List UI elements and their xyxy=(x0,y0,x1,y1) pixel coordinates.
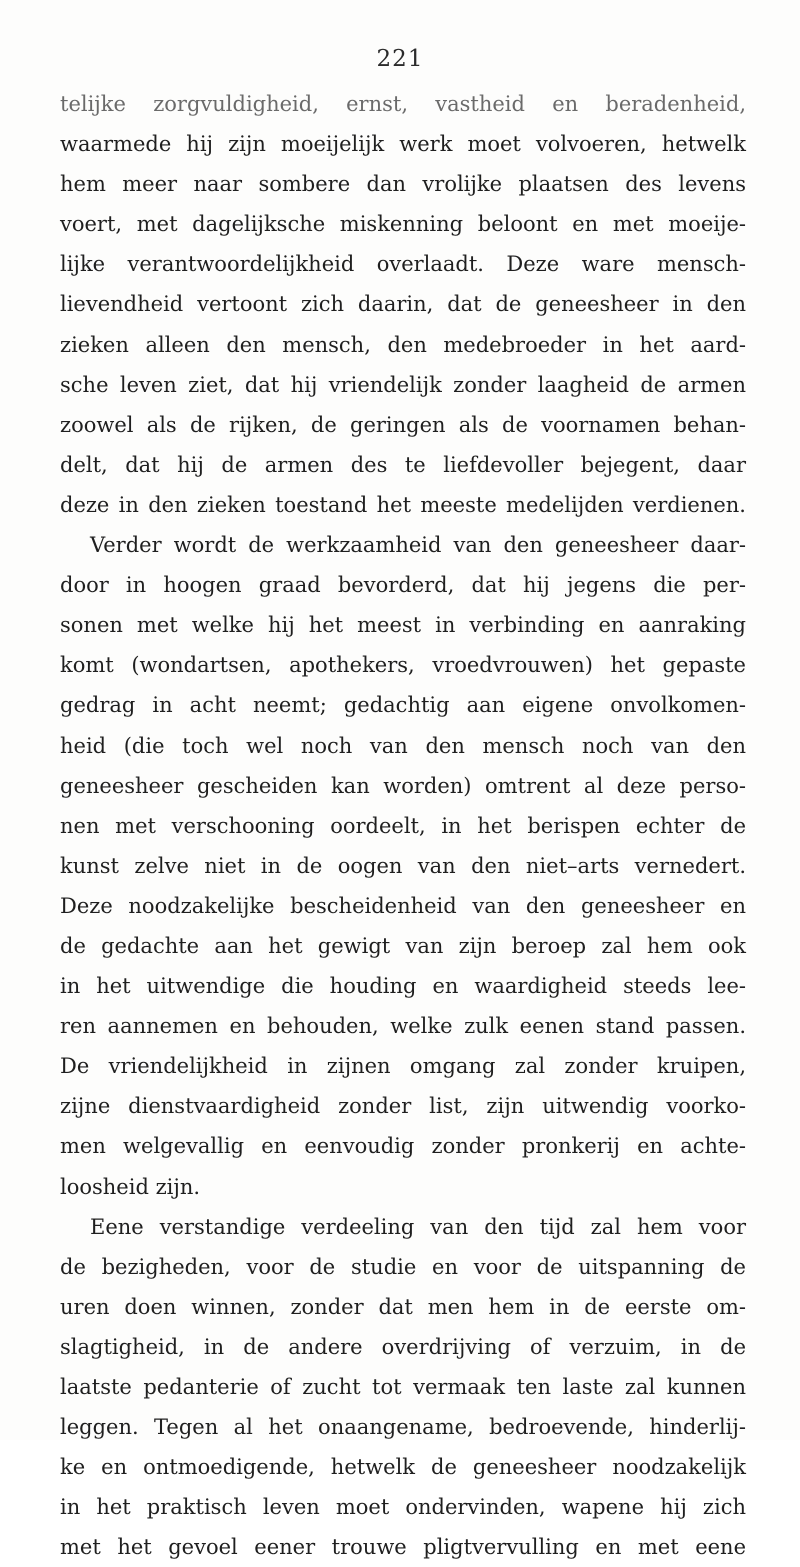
text-line: lijke verantwoordelijkheid overlaadt. Deze ware mensch- xyxy=(60,252,746,277)
text-line: in het praktisch leven moet ondervinden, wapene hij zich xyxy=(60,1495,746,1520)
text-line: nen met verschooning oordeelt, in het berispen echter de xyxy=(60,813,746,838)
text-line: laatste pedanterie of zucht tot vermaak ten laste zal kunnen xyxy=(60,1375,746,1399)
text-line: de gedachte aan het gewigt van zijn beroep zal hem ook xyxy=(60,933,746,958)
body-text xyxy=(60,84,746,1567)
text-line: ren aannemen en behouden, welke zulk eenen stand passen. xyxy=(60,1014,746,1039)
text-line: zieken alleen den mensch, den medebroeder in het aard- xyxy=(60,332,746,357)
text-line: gedrag in acht neemt; gedachtig aan eigene onvolkomen- xyxy=(60,693,746,718)
text-line: deze in den zieken toestand het meeste medelijden verdienen. xyxy=(60,492,746,517)
text-line: met het gevoel eener trouwe pligtvervulling en met eene xyxy=(60,1535,746,1560)
text-line: sonen met welke hij het meest in verbinding en aanraking xyxy=(60,613,746,638)
text-line: loosheid zijn. xyxy=(60,1174,201,1199)
text-line: de bezigheden, voor de studie en voor de uitspanning de xyxy=(60,1254,746,1279)
text-line: Deze noodzakelijke bescheidenheid van den geneesheer en xyxy=(60,893,746,918)
text-line: waarmede hij zijn moeijelijk werk moet volvoeren, hetwelk xyxy=(60,132,746,157)
text-line: leggen. Tegen al het onaangename, bedroevende, hinderlij- xyxy=(60,1415,746,1440)
text-line: Verder wordt de werkzaamheid van den geneesheer daar- xyxy=(90,533,746,558)
text-line: telijke zorgvuldigheid, ernst, vastheid en beradenheid, xyxy=(60,92,746,116)
text-line: heid (die toch wel noch van den mensch noch van den xyxy=(60,733,746,758)
text-line: komt (wondartsen, apothekers, vroedvrouwen) het gepaste xyxy=(60,653,746,678)
text-line: slagtigheid, in de andere overdrijving of verzuim, in de xyxy=(60,1334,746,1359)
text-line: men welgevallig en eenvoudig zonder pronkerij en achte- xyxy=(60,1134,746,1159)
text-line: delt, dat hij de armen des te liefdevoller bejegent, daar xyxy=(60,452,746,477)
text-line: voert, met dagelijksche miskenning beloont en met moeije- xyxy=(60,212,746,237)
text-line: geneesheer gescheiden kan worden) omtrent al deze perso- xyxy=(60,773,746,798)
text-line: lievendheid vertoont zich daarin, dat de geneesheer in den xyxy=(60,292,746,317)
text-line: uren doen winnen, zonder dat men hem in de eerste om- xyxy=(60,1294,746,1319)
text-line: ke en ontmoedigende, hetwelk de geneesheer noodzakelijk xyxy=(60,1455,746,1480)
text-line: hem meer naar sombere dan vrolijke plaatsen des levens xyxy=(60,172,746,197)
page-number: 221 xyxy=(376,46,424,72)
text-line: kunst zelve niet in de oogen van den niet–arts vernedert. xyxy=(60,853,746,878)
text-line: zijne dienstvaardigheid zonder list, zijn uitwendig voorko- xyxy=(60,1094,746,1119)
text-line: door in hoogen graad bevorderd, dat hij jegens die per- xyxy=(60,573,746,598)
text-line: sche leven ziet, dat hij vriendelijk zonder laagheid de armen xyxy=(60,372,746,397)
text-line: zoowel als de rijken, de geringen als de voornamen behan- xyxy=(60,412,746,437)
text-line: Eene verstandige verdeeling van den tijd zal hem voor xyxy=(90,1214,746,1239)
text-line: De vriendelijkheid in zijnen omgang zal zonder kruipen, xyxy=(60,1054,746,1079)
text-line: in het uitwendige die houding en waardigheid steeds lee- xyxy=(60,974,746,999)
